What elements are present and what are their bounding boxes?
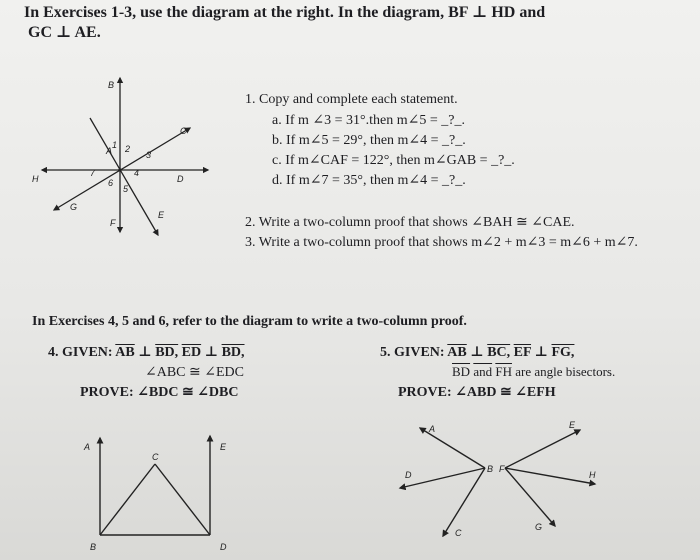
ray-bd bbox=[400, 468, 485, 488]
line-gc bbox=[54, 128, 190, 210]
header-line-2: GC ⊥ AE. bbox=[28, 24, 101, 41]
exercise-4-prove: PROVE: ∠BDC ≅ ∠DBC bbox=[80, 385, 239, 400]
perp-symbol: ⊥ bbox=[470, 345, 484, 360]
header-line-1: In Exercises 1-3, use the diagram at the right. In the diagram, BF ⊥ HD and bbox=[24, 4, 546, 21]
ray-ae bbox=[90, 118, 158, 235]
exercise-4-given-2: ∠ABC ≅ ∠EDC bbox=[145, 365, 244, 380]
exercise-2: 2. Write a two-column proof that shows ∠BAH ≅ ∠CAE. bbox=[245, 215, 575, 230]
label-a: A bbox=[106, 146, 113, 156]
label-h: H bbox=[32, 174, 39, 184]
segment-bc: BC, bbox=[487, 345, 511, 360]
exercise-5-given bbox=[380, 344, 574, 361]
segment-ed: $\overline{ED}$ bbox=[181, 345, 202, 360]
label-c: C bbox=[180, 126, 187, 136]
word-and: $\overline{and}$ bbox=[473, 364, 493, 379]
label-a: A bbox=[84, 442, 91, 452]
label-angle-4: 4 bbox=[134, 168, 140, 178]
perp-symbol: ⊥ bbox=[534, 345, 548, 360]
label-g: G bbox=[70, 202, 78, 212]
given-label: 5. GIVEN: bbox=[380, 345, 445, 360]
label-angle-5: 5 bbox=[123, 184, 129, 194]
figure-intersecting-lines bbox=[30, 70, 230, 240]
ray-ba bbox=[420, 428, 485, 468]
label-c: C bbox=[152, 452, 159, 462]
section-2-heading: In Exercises 4, 5 and 6, refer to the diagram to write a two-column proof. bbox=[32, 314, 467, 329]
exercise-5-given-2 bbox=[452, 364, 615, 380]
label-f: F bbox=[499, 464, 505, 474]
label-angle-2: 2 bbox=[125, 144, 131, 154]
bisector-text: are angle bisectors. bbox=[515, 364, 616, 379]
exercise-5-prove: PROVE: ∠ABD ≅ ∠EFH bbox=[398, 385, 556, 400]
label-c: C bbox=[455, 528, 462, 538]
segment-ef: $\overline{EF}$ bbox=[513, 345, 532, 360]
label-b: B bbox=[90, 542, 97, 552]
segment-cd bbox=[155, 464, 210, 535]
label-f: F bbox=[110, 218, 116, 228]
label-b: B bbox=[108, 80, 115, 90]
label-d: D bbox=[220, 542, 227, 552]
label-angle-6: 6 bbox=[108, 178, 114, 188]
exercise-1c: c. If m∠CAF = 122°, then m∠GAB = _?_. bbox=[272, 153, 515, 168]
ray-fe bbox=[505, 430, 580, 468]
perp-symbol: ⊥ bbox=[204, 345, 219, 360]
exercise-1d: d. If m∠7 = 35°, then m∠4 = _?_. bbox=[272, 173, 466, 188]
segment-bd: BD, bbox=[221, 345, 245, 360]
exercise-1a: a. If m ∠3 = 31°.then m∠5 = _?_. bbox=[272, 113, 465, 128]
segment-fg: FG, bbox=[551, 345, 575, 360]
label-angle-1: 1 bbox=[112, 140, 118, 150]
ray-fh bbox=[505, 468, 595, 484]
exercise-3: 3. Write a two-column proof that shows m∠2 + m∠3 = m∠6 + m∠7. bbox=[245, 235, 638, 250]
label-d: D bbox=[177, 174, 184, 184]
label-e: E bbox=[158, 210, 165, 220]
exercise-1b: b. If m∠5 = 29°, then m∠4 = _?_. bbox=[272, 133, 466, 148]
label-a: A bbox=[429, 424, 436, 434]
ray-fg bbox=[505, 468, 555, 526]
segment-bd: BD, bbox=[155, 345, 179, 360]
label-h: H bbox=[589, 470, 596, 480]
label-b: B bbox=[487, 464, 494, 474]
segment-ab: $\overline{AB}$ bbox=[115, 345, 135, 360]
figure-exercise-5 bbox=[395, 418, 615, 548]
segment-ab: $\overline{AB}$ bbox=[447, 345, 467, 360]
label-d: D bbox=[405, 470, 412, 480]
exercise-4-given bbox=[48, 344, 245, 361]
label-angle-3: 3 bbox=[146, 150, 152, 160]
label-e: E bbox=[220, 442, 227, 452]
segment-bd: $\overline{BD}$ bbox=[452, 364, 471, 379]
given-label: 4. GIVEN: bbox=[48, 345, 113, 360]
label-e: E bbox=[569, 420, 576, 430]
ray-bc bbox=[443, 468, 485, 536]
point-a bbox=[118, 168, 121, 171]
segment-bc bbox=[100, 464, 155, 535]
perp-symbol: ⊥ bbox=[138, 345, 152, 360]
label-g: G bbox=[535, 522, 543, 532]
label-angle-7: 7 bbox=[90, 168, 96, 178]
exercise-1-title: 1. Copy and complete each statement. bbox=[245, 92, 458, 107]
figure-exercise-4 bbox=[80, 430, 260, 555]
segment-fh: $\overline{FH}$ bbox=[495, 364, 512, 379]
